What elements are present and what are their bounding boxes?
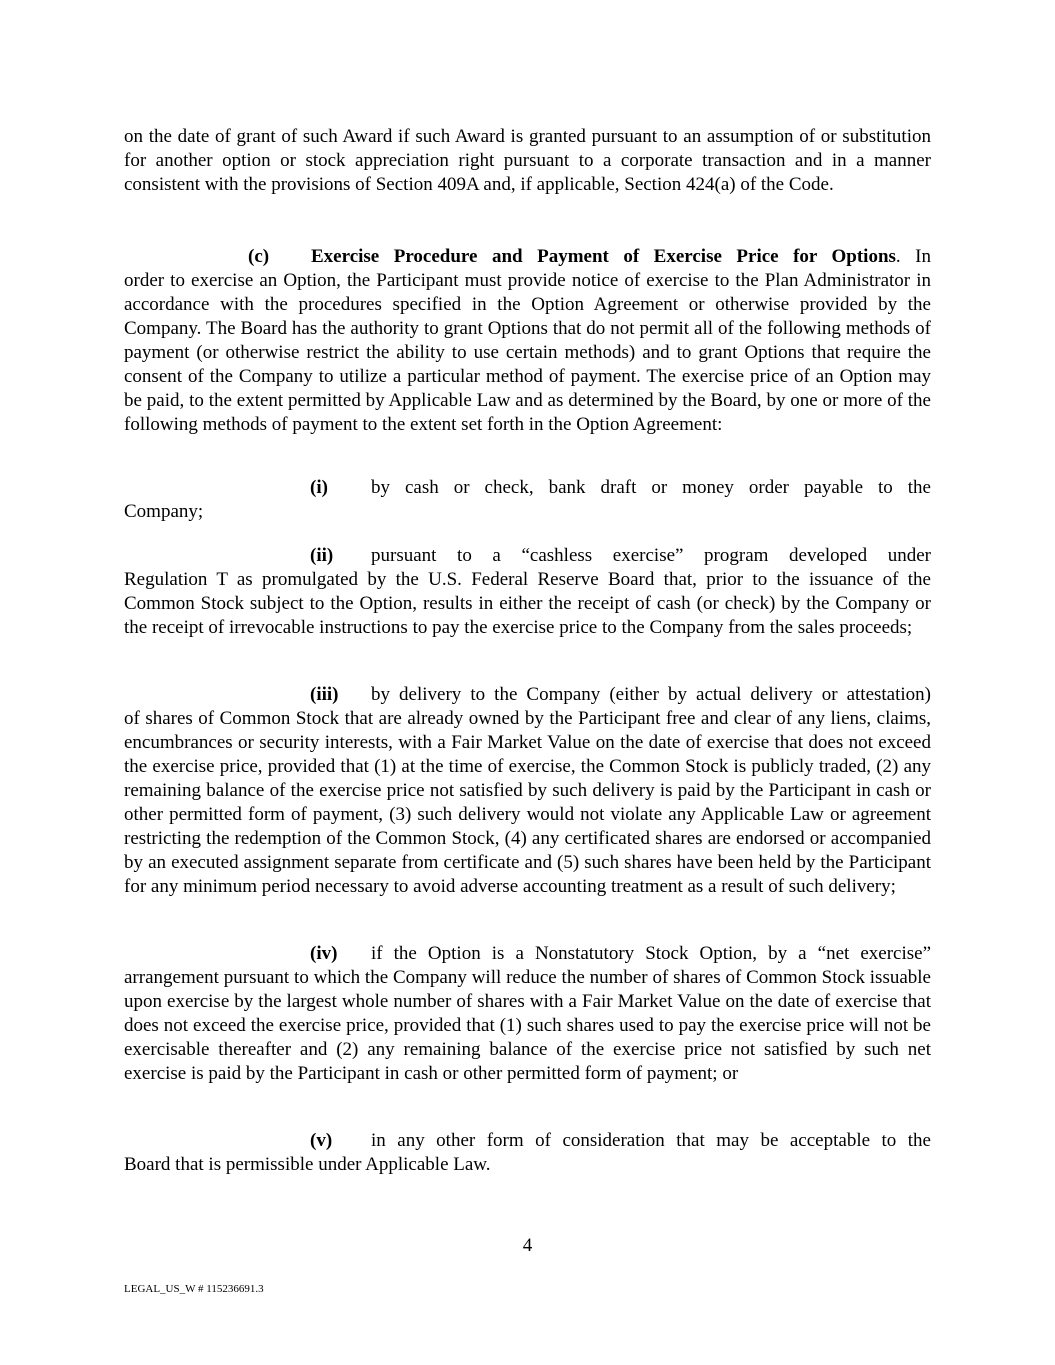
section-c-lead: . In [895, 246, 931, 267]
continuation-text: on the date of grant of such Award if such Award is granted pursuant to an assumption of or substitution for another option or stock appreciation right pursuant to a corporate transaction and in a manner consistent with the provisions of Section 409A and, if applicable, Section 424(a) of the Code. [124, 126, 931, 195]
item-i-first: by cash or check, bank draft or money order payable to the [371, 477, 931, 498]
section-c-label: (c) [248, 246, 270, 267]
item-ii-paragraph [124, 544, 931, 640]
item-i-label: (i) [310, 477, 328, 498]
item-iv-paragraph [124, 942, 931, 1086]
item-ii-label: (ii) [310, 545, 334, 566]
item-v-rest: Board that is permissible under Applicable Law. [124, 1154, 491, 1175]
section-c-body: order to exercise an Option, the Participant must provide notice of exercise to the Plan Administrator in accordance with the procedures specified in the Option Agreement or otherwise provided by the Company. The Board has the authority to grant Options that do not permit all of the following methods of payment (or otherwise restrict the ability to use certain methods) and to grant Options that require the consent of the Company to utilize a particular method of payment. The exercise price of an Option may be paid, to the extent permitted by Applicable Law and as determined by the Board, by one or more of the following methods of payment to the extent set forth in the Option Agreement: [124, 270, 931, 435]
item-v-label: (v) [310, 1130, 333, 1151]
item-iii-label: (iii) [310, 684, 339, 705]
item-ii-first-line [124, 544, 931, 568]
item-i-paragraph [124, 476, 931, 524]
document-footer-id: LEGAL_US_W # 115236691.3 [124, 1283, 264, 1295]
item-i-first-line [124, 476, 931, 500]
item-iv-rest: arrangement pursuant to which the Company will reduce the number of shares of Common Stock issuable upon exercise by the largest whole number of shares with a Fair Market Value on the date of exercise that does not exceed the exercise price, provided that (1) such shares used to pay the exercise price will not be exercisable thereafter and (2) any remaining balance of the exercise price not satisfied by such net exercise is paid by the Participant in cash or other permitted form of payment; or [124, 967, 931, 1084]
item-iv-first: if the Option is a Nonstatutory Stock Option, by a “net exercise” [371, 943, 931, 964]
item-i-rest: Company; [124, 501, 204, 522]
item-iv-label: (iv) [310, 943, 338, 964]
item-iii-first: by delivery to the Company (either by actual delivery or attestation) [371, 684, 931, 705]
page-number: 4 [522, 1235, 533, 1256]
item-ii-first: pursuant to a “cashless exercise” program developed under [371, 545, 931, 566]
item-iii-rest: of shares of Common Stock that are already owned by the Participant free and clear of any liens, claims, encumbrances or security interests, with a Fair Market Value on the date of exercise that does not exceed the exercise price, provided that (1) at the time of exercise, the Common Stock is publicly traded, (2) any remaining balance of the exercise price not satisfied by such delivery is paid by the Participant in cash or other permitted form of payment, (3) such delivery would not violate any Applicable Law or agreement restricting the redemption of the Common Stock, (4) any certificated shares are endorsed or accompanied by an executed assignment separate from certificate and (5) such shares have been held by the Participant for any minimum period necessary to avoid adverse accounting treatment as a result of such delivery; [124, 708, 931, 897]
item-iii-first-line [124, 683, 931, 707]
item-v-paragraph [124, 1129, 931, 1177]
item-v-first: in any other form of consideration that may be acceptable to the [371, 1130, 931, 1151]
section-c-paragraph [124, 245, 931, 437]
section-c-heading-line [124, 245, 931, 269]
item-iii-paragraph [124, 683, 931, 899]
continuation-paragraph [124, 125, 931, 197]
item-v-first-line [124, 1129, 931, 1153]
item-iv-first-line [124, 942, 931, 966]
section-c-heading: Exercise Procedure and Payment of Exercise Price for Options [311, 246, 896, 267]
item-ii-rest: Regulation T as promulgated by the U.S. Federal Reserve Board that, prior to the issuance of the Common Stock subject to the Option, results in either the receipt of cash (or check) by the Company or the receipt of irrevocable instructions to pay the exercise price to the Company from the sales proceeds; [124, 569, 931, 638]
